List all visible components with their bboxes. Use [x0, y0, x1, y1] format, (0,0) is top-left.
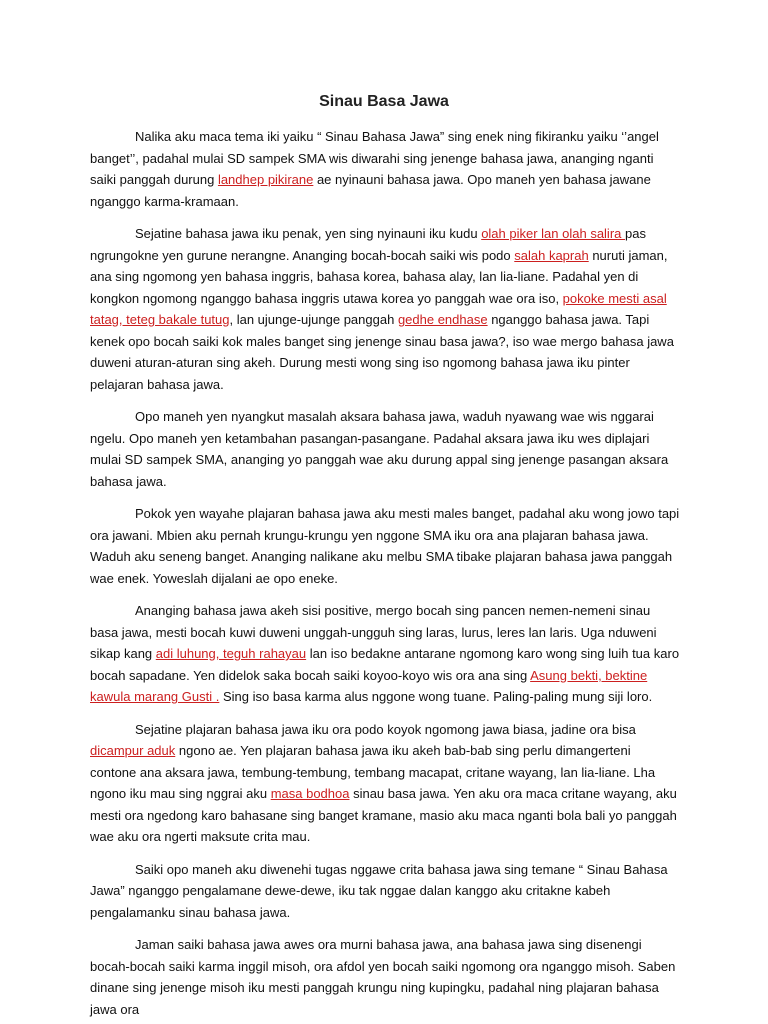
highlighted-phrase: landhep pikirane: [217, 172, 314, 187]
paragraph-text: nganggo bahasa jawa. Tapi kenek opo bocah saiki kok males banget sing jenenge sinau basa jawa?, iso wae mergo bahasa jawa duweni aturan-aturan sing akeh. Durung mesti wong sing iso ngomong bahasa jawa iku pinter pelajaran bahasa jawa.: [90, 312, 674, 392]
document-title: Sinau Basa Jawa: [319, 93, 449, 110]
paragraph: [90, 223, 680, 395]
highlighted-phrase: gedhe endhase: [397, 312, 488, 327]
paragraph: [90, 503, 680, 589]
highlighted-phrase: Asung bekti, bektine kawula marang Gusti .: [90, 667, 648, 704]
paragraph-text: Saiki opo maneh aku diwenehi tugas nggawe crita bahasa jawa sing temane “ Sinau Bahasa Jawa” nganggo pengalamane dewe-dewe, iku tak nggae dalan kanggo aku critakne kabeh pengalamanku sinau bahasa jawa.: [90, 861, 668, 920]
highlighted-phrase: dicampur aduk: [90, 743, 176, 758]
paragraph-text: Sejatine bahasa jawa iku penak, yen sing nyinauni iku kudu: [135, 226, 482, 241]
highlighted-phrase: masa bodhoa: [270, 786, 350, 801]
paragraph: [90, 719, 680, 848]
document-body: [90, 126, 680, 1020]
highlighted-phrase: salah kaprah: [514, 247, 589, 263]
paragraph-text: Pokok yen wayahe plajaran bahasa jawa aku mesti males banget, padahal aku wong jowo tapi ora jawani. Mbien aku pernah krungu-krungu yen nggone SMA iku ora ana plajaran bahasa jawa. Waduh aku seneng banget. Ananging nalikane aku melbu SMA tibake plajaran bahasa jawa panggah wae enek. Yoweslah dijalani ae opo eneke.: [90, 506, 680, 586]
paragraph-text: Sing iso basa karma alus nggone wong tuane. Paling-paling mung siji loro.: [219, 689, 653, 704]
highlighted-phrase: olah piker lan olah salira: [481, 226, 625, 241]
paragraph: [90, 600, 680, 708]
paragraph-text: , lan ujunge-ujunge panggah: [229, 312, 398, 327]
paragraph-text: lan iso bedakne antarane ngomong karo wong sing luih tua karo bocah sapadane. Yen didelok saka bocah saiki koyoo-koyo wis ora ana sing: [90, 646, 680, 683]
paragraph-text: pas ngrungokne yen gurune nerangne. Ananging bocah-bocah saiki wis podo: [90, 226, 646, 263]
paragraph-text: Sejatine plajaran bahasa jawa iku ora podo koyok ngomong jawa biasa, jadine ora bisa: [135, 721, 636, 737]
paragraph: [90, 406, 680, 492]
paragraph-text: Ananging bahasa jawa akeh sisi positive, mergo bocah sing pancen nemen-nemeni sinau basa jawa, mesti bocah kuwi duweni unggah-ungguh sing laras, lurus, leres lan laris. Uga nduweni sikap kang: [90, 603, 657, 661]
paragraph: [90, 934, 680, 1020]
paragraph-text: Jaman saiki bahasa jawa awes ora murni bahasa jawa, ana bahasa jawa sing disenengi bocah-bocah saiki karma inggil misoh, ora afdol yen bocah saiki ngomong ora nganggo misoh. Saben dinane sing jenenge misoh iku mesti panggah krungu ning kupingku, padahal ning plajaran bahasa jawa ora: [90, 937, 676, 1017]
paragraph-text: sinau basa jawa. Yen aku ora maca critane wayang, aku mesti ora ngedong karo bahasane sing banget kramane, masio aku maca nganti bola bali yo panggah wae aku ora ngerti maksute crita mau.: [90, 786, 677, 844]
highlighted-phrase: pokoke mesti asal tatag, teteg bakale tutug: [90, 290, 667, 327]
paragraph-text: Opo maneh yen nyangkut masalah aksara bahasa jawa, waduh nyawang wae wis nggarai ngelu. Opo maneh yen ketambahan pasangan-pasangane. Padahal aksara jawa iku wes diplajari mulai SD sampek SMA, ananging yo panggah wae aku durung appal sing jenenge pasangan aksara bahasa jawa.: [90, 409, 669, 489]
paragraph-text: Nalika aku maca tema iki yaiku “ Sinau Bahasa Jawa” sing enek ning fikiranku yaiku ‘’angel banget’’, padahal mulai SD sampek SMA wis diwarahi sing jenenge bahasa jawa, ananging nganti saiki panggah durung: [90, 129, 659, 187]
highlighted-phrase: adi luhung, teguh rahayau: [155, 646, 307, 661]
paragraph: [90, 859, 680, 924]
paragraph-text: nuruti jaman, ana sing ngomong yen bahasa inggris, bahasa korea, bahasa alay, lan lia-liane. Padahal yen di kongkon ngomong nganggo bahasa inggris utawa korea yo panggah wae ora iso,: [90, 247, 668, 306]
paragraph-text: ngono ae. Yen plajaran bahasa jawa iku akeh bab-bab sing perlu dimangerteni contone ana aksara jawa, tembung-tembung, tembang macapat, critane wayang, lan lia-liane. Lha ngono iku mau sing nggrai aku: [90, 743, 656, 801]
paragraph-text: ae nyinauni bahasa jawa. Opo maneh yen bahasa jawane nganggo karma-kramaan.: [90, 172, 651, 209]
paragraph: [90, 126, 680, 212]
